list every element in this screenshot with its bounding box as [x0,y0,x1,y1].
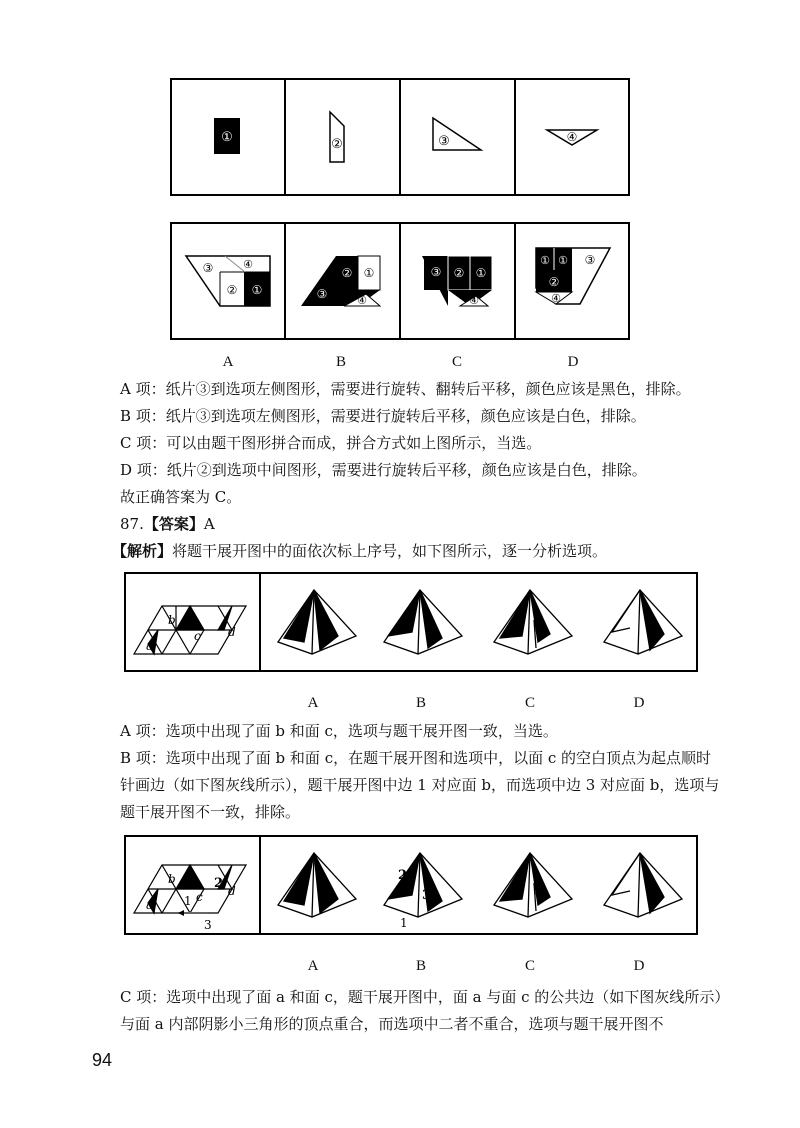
option-b-figure [301,256,380,307]
piece-4 [547,130,597,145]
piece-3 [433,118,481,150]
svg-text:2: 2 [398,868,408,883]
figure-3-option-d [604,853,682,917]
option-d-figure [536,248,610,305]
svg-text:d: d [228,884,236,898]
option-label-d: D [567,354,579,370]
svg-text:③: ③ [430,265,442,279]
piece-4-label: ④ [566,130,578,144]
explanation-d: D 项：纸片②到选项中间图形，需要进行旋转后平移，颜色应该是白色，排除。 [120,461,647,479]
option-label-c: C [451,354,463,370]
svg-text:①: ① [475,266,487,280]
fig3-explanation-c: C 项：选项中出现了面 a 和面 c，题干展开图中，面 a 与面 c 的公共边（如下图灰线所示）与面 a 内部阴影小三角形的顶点重合，而选项中二者不重合，选项与题干展开图不 [120,988,722,1033]
svg-text:①: ① [251,283,263,297]
svg-text:③: ③ [316,287,328,301]
explanation-b: B 项：纸片③到选项左侧图形，需要进行旋转后平移，颜色应该是白色，排除。 [120,407,646,425]
svg-text:a: a [146,639,154,653]
svg-text:a: a [146,898,154,912]
explanation-block-3 [120,984,726,1038]
svg-text:①: ① [558,254,568,267]
svg-text:③: ③ [584,253,596,267]
figure-1-pieces [170,78,630,196]
option-label-a: A [222,354,234,370]
svg-text:④: ④ [469,294,479,307]
svg-text:②: ② [453,266,465,280]
figure-2-option-b [384,590,462,654]
fig2-label-c: C [524,695,536,711]
figure-3-option-b [384,853,462,917]
svg-text:3: 3 [204,918,212,932]
fig2-explanation-b: B 项：选项中出现了面 b 和面 c，在题干展开图和选项中，以面 c 的空白顶点为起点顺时针画边（如下图灰线所示），题干展开图中边 1 对应面 b，而选项中边 3 对应面 b，选项与题干展开图不一致，排除。 [120,749,720,821]
explanation-a: A 项：纸片③到选项左侧图形，需要进行旋转、翻转后平移，颜色应该是黑色，排除。 [120,380,691,398]
option-label-b: B [335,354,347,370]
fig3-label-a: A [307,958,319,974]
svg-text:b: b [168,613,176,627]
option-a-figure [186,256,270,306]
figure-2-option-a [278,590,356,654]
figure-3-option-a [278,853,356,917]
piece-2 [330,112,344,162]
figure-2 [124,572,698,672]
svg-text:b: b [168,872,176,886]
svg-text:①: ① [363,266,375,280]
page-number: 94 [92,1050,113,1070]
answer-line [120,511,730,538]
svg-text:3: 3 [422,888,432,903]
answer-tag: 【答案】 [143,515,204,533]
fig2-explanation-a: A 项：选项中出现了面 b 和面 c，选项与题干展开图一致，当选。 [120,722,558,740]
answer-value: A [203,515,215,533]
svg-text:④: ④ [357,294,367,307]
analysis-text: 将题干展开图中的面依次标上序号，如下图所示，逐一分析选项。 [172,542,608,560]
svg-text:③: ③ [202,261,214,275]
explanation-c: C 项：可以由题干图形拼合而成，拼合方式如上图所示，当选。 [120,434,542,452]
figure-3 [124,835,698,935]
question-number: 87. [120,515,144,533]
svg-text:d: d [228,625,236,639]
svg-text:④: ④ [243,258,253,271]
fig3-label-c: C [524,958,536,974]
svg-text:②: ② [341,266,353,280]
svg-text:c: c [194,629,201,643]
option-c-figure [422,256,492,307]
fig3-label-b: B [415,958,427,974]
svg-text:④: ④ [551,292,561,305]
svg-text:1: 1 [400,916,408,930]
svg-text:c: c [196,890,203,904]
piece-1 [214,118,240,154]
analysis-tag: 【解析】 [112,542,173,560]
explanation-block-2 [120,718,726,826]
svg-text:②: ② [548,275,560,289]
figure-1-options [170,222,630,340]
fig2-label-a: A [307,695,319,711]
fig2-label-b: B [415,695,427,711]
figure-2-option-c [494,590,572,654]
fig3-label-d: D [633,958,645,974]
svg-text:②: ② [226,283,238,297]
explanation-block-1 [112,376,730,565]
piece-2-label: ② [331,137,343,152]
svg-text:2: 2 [214,876,224,891]
piece-1-label: ① [221,130,233,145]
svg-text:1: 1 [184,894,192,908]
fig2-label-d: D [633,695,645,711]
analysis-line [112,538,730,565]
figure-3-option-c [494,853,572,917]
conclusion: 故正确答案为 C。 [120,488,242,506]
svg-text:①: ① [540,254,550,267]
figure-2-option-d [604,590,682,654]
piece-3-label: ③ [438,134,450,149]
